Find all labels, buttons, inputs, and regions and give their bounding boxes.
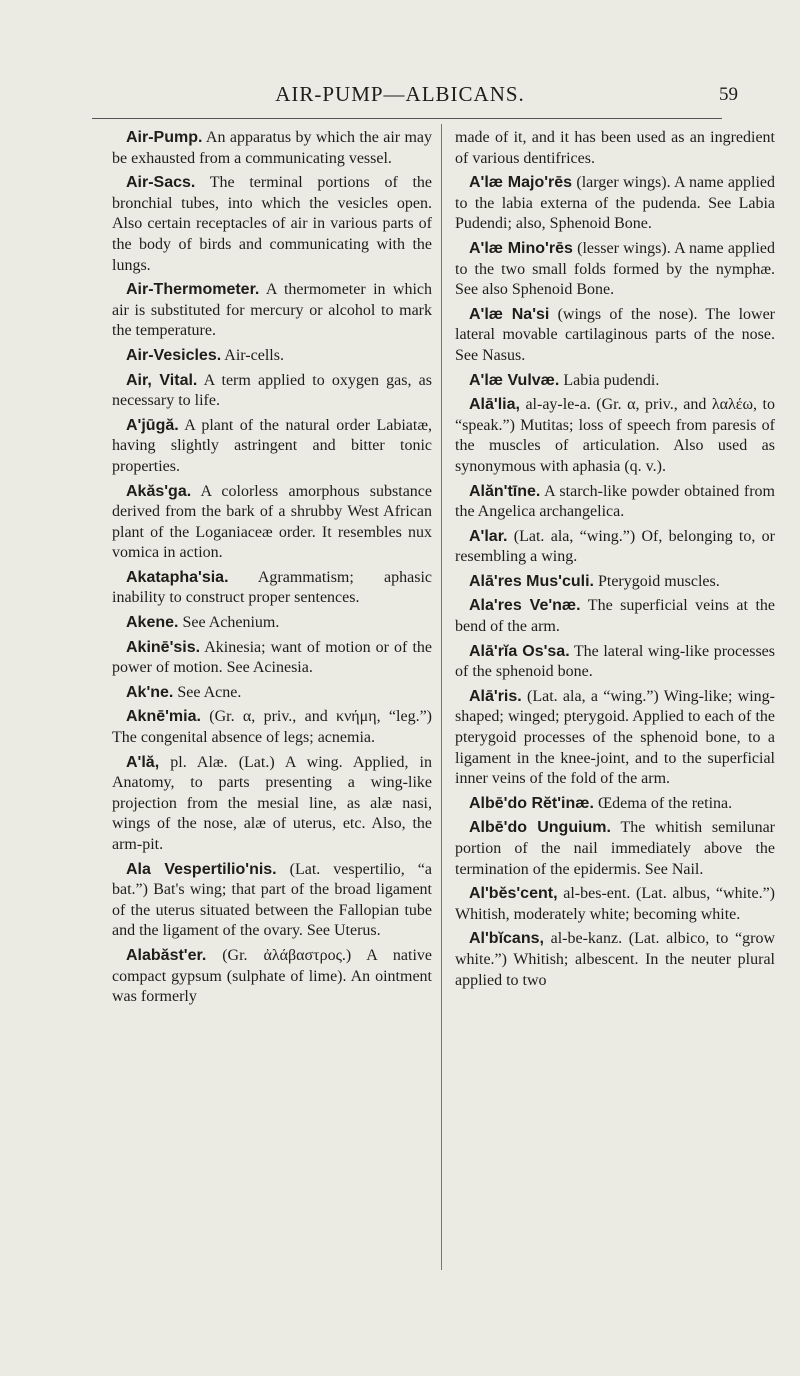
- dictionary-entry: [112, 683, 432, 704]
- entry-headword: Air-Vesicles.: [126, 346, 222, 364]
- column-divider: [441, 124, 442, 1270]
- entry-headword: Akatapha'sia.: [126, 568, 229, 586]
- entry-definition: (Gr. α, priv., and κνήμη, “leg.”) The congenital absence of legs; acnemia.: [112, 708, 432, 747]
- dictionary-entry: [112, 346, 432, 367]
- dictionary-entry: [112, 128, 432, 169]
- entry-definition: made of it, and it has been used as an ingredient of various dentifrices.: [455, 129, 775, 167]
- page-header: [0, 82, 800, 112]
- entry-definition: (Lat. ala, a “wing.”) Wing-like; wing-shaped; winged; pterygoid. Applied to each of the pterygoid processes of the sphenoid bone, to a ligament in the knee-joint, and to the superficial inner veins of the fold of the arm.: [455, 687, 775, 788]
- dictionary-entry: [455, 642, 775, 683]
- entry-headword: Air-Pump.: [126, 129, 203, 146]
- entry-headword: A'læ Vulvæ.: [469, 371, 560, 389]
- dictionary-entry: [112, 371, 432, 412]
- dictionary-entry: [455, 305, 775, 367]
- entry-definition: Akinesia; want of motion or of the power of motion. See Acinesia.: [112, 638, 432, 677]
- dictionary-entry: [112, 613, 432, 634]
- entry-definition: al-be-kanz. (Lat. albico, to “grow white.”) Whitish; albescent. In the neuter plural applied to two: [455, 930, 775, 989]
- right-column: [455, 128, 775, 995]
- dictionary-entry: [112, 568, 432, 609]
- entry-definition: Labia pudendi.: [559, 371, 660, 389]
- dictionary-entry: [455, 527, 775, 568]
- dictionary-entry: [112, 280, 432, 342]
- entry-definition: The lateral wing-like processes of the sphenoid bone.: [455, 642, 776, 681]
- entry-definition: A thermometer in which air is substituted for mercury or alcohol to mark the temperature.: [112, 281, 432, 340]
- entry-headword: Albē'do Rĕt'inæ.: [469, 794, 594, 812]
- entry-headword: Aknē'mia.: [126, 708, 201, 726]
- dictionary-entry: [112, 482, 432, 564]
- left-column: [112, 128, 432, 1012]
- entry-headword: Ala Vespertilio'nis.: [126, 860, 277, 878]
- dictionary-entry: [455, 818, 775, 880]
- entry-headword: Al'bĕs'cent,: [469, 885, 558, 903]
- entry-headword: Alăn'tīne.: [469, 482, 541, 500]
- entry-definition: (Lat. ala, “wing.”) Of, belonging to, or resembling a wing.: [455, 527, 775, 566]
- entry-definition: al-ay-le-a. (Gr. α, priv., and λαλέω, to “speak.”) Mutitas; loss of speech from paresis of the muscles of articulation. Also used as synonymous with aphasia (q. v.).: [455, 396, 775, 475]
- entry-definition: (wings of the nose). The lower lateral movable cartilaginous parts of the nose. See Nasus.: [455, 305, 775, 364]
- entry-definition: (Gr. ἀλάβαστρος.) A native compact gypsum (sulphate of lime). An ointment was formerly: [112, 946, 432, 1006]
- dictionary-entry: [455, 173, 775, 235]
- page-number: 59: [719, 84, 738, 105]
- entry-headword: Akăs'ga.: [126, 482, 192, 500]
- dictionary-entry: [455, 884, 775, 925]
- dictionary-entry: [455, 371, 775, 392]
- entry-headword: Ak'ne.: [126, 683, 174, 701]
- dictionary-entry: [455, 239, 775, 301]
- dictionary-entry: [455, 572, 775, 593]
- entry-definition: See Acne.: [173, 683, 242, 701]
- entry-definition: (lesser wings). A name applied to the two small folds formed by the nymphæ. See also Sphenoid Bone.: [455, 239, 776, 299]
- header-rule: [92, 118, 722, 119]
- dictionary-entry: [455, 596, 775, 637]
- entry-headword: A'læ Majo'rēs: [469, 174, 573, 192]
- entry-definition: Pterygoid muscles.: [593, 572, 720, 590]
- dictionary-entry: [455, 395, 775, 477]
- entry-definition: Air-cells.: [221, 346, 284, 364]
- entry-definition: A term applied to oxygen gas, as necessary to life.: [112, 371, 432, 410]
- entry-headword: A'lă,: [126, 753, 160, 771]
- entry-definition: Agrammatism; aphasic inability to construct proper sentences.: [112, 568, 432, 607]
- dictionary-entry: [112, 946, 432, 1008]
- entry-definition: The whitish semilunar portion of the nail immediately above the termination of the epidermis. See Nail.: [455, 819, 776, 878]
- running-head: AIR-PUMP—ALBICANS.: [275, 82, 525, 106]
- entry-headword: A'lar.: [469, 527, 508, 545]
- dictionary-entry: [112, 173, 432, 276]
- entry-definition: A starch-like powder obtained from the Angelica archangelica.: [455, 482, 775, 521]
- entry-headword: Alā'rĭa Os'sa.: [469, 642, 570, 660]
- entry-definition: An apparatus by which the air may be exhausted from a communicating vessel.: [112, 129, 432, 167]
- entry-definition: See Achenium.: [178, 614, 280, 632]
- entry-headword: Alā'lia,: [469, 396, 520, 414]
- entry-definition: (larger wings). A name applied to the labia externa of the pudenda. See Labia Pudendi; also, Sphenoid Bone.: [455, 174, 776, 233]
- dictionary-entry: [112, 753, 432, 856]
- entry-headword: Akinē'sis.: [126, 638, 201, 656]
- entry-headword: A'læ Mino'rēs: [469, 239, 573, 257]
- entry-definition: al-bes-ent. (Lat. albus, “white.”) Whitish, moderately white; becoming white.: [455, 885, 775, 923]
- entry-definition: pl. Alæ. (Lat.) A wing. Applied, in Anatomy, to parts presenting a wing-like projection from the mesial line, as alæ nasi, wings of the nose, alæ of uterus, etc. Also, the arm-pit.: [112, 753, 432, 853]
- entry-headword: Akene.: [126, 614, 179, 632]
- dictionary-entry: [455, 128, 775, 169]
- entry-headword: Al'bĭcans,: [469, 930, 544, 948]
- entry-headword: Alā'res Mus'culi.: [469, 572, 594, 590]
- entry-headword: Alā'ris.: [469, 687, 522, 705]
- entry-headword: A'læ Na'si: [469, 305, 550, 323]
- entry-definition: Œdema of the retina.: [593, 794, 733, 812]
- entry-headword: Alabăst'er.: [126, 946, 207, 964]
- dictionary-entry: [112, 638, 432, 679]
- entry-headword: A'jūgă.: [126, 416, 179, 434]
- dictionary-entry: [112, 707, 432, 748]
- entry-definition: The terminal portions of the bronchial tubes, into which the vesicles open. Also certain receptacles of air in various parts of the body of birds and communicating with the lungs.: [112, 174, 432, 274]
- dictionary-entry: [112, 416, 432, 478]
- dictionary-entry: [455, 482, 775, 523]
- dictionary-entry: [112, 860, 432, 942]
- entry-definition: A plant of the natural order Labiatæ, having slightly astringent and bitter tonic properties.: [112, 416, 432, 475]
- dictionary-entry: [455, 687, 775, 790]
- dictionary-entry: [455, 929, 775, 991]
- entry-headword: Air-Thermometer.: [126, 281, 260, 299]
- entry-definition: The superficial veins at the bend of the arm.: [455, 597, 775, 636]
- entry-headword: Air-Sacs.: [126, 174, 196, 192]
- entry-headword: Albē'do Unguium.: [469, 819, 611, 837]
- entry-headword: Ala'res Ve'næ.: [469, 597, 581, 615]
- entry-definition: (Lat. vespertilio, “a bat.”) Bat's wing; that part of the broad ligament of the uterus situated between the Fallopian tube and the ligament of the ovary. See Uterus.: [112, 860, 432, 940]
- entry-headword: Air, Vital.: [126, 371, 198, 389]
- entry-definition: A colorless amorphous substance derived from the bark of a shrubby West African plant of the Loganiaceæ order. It resembles nux vomica in action.: [112, 482, 432, 562]
- dictionary-entry: [455, 794, 775, 815]
